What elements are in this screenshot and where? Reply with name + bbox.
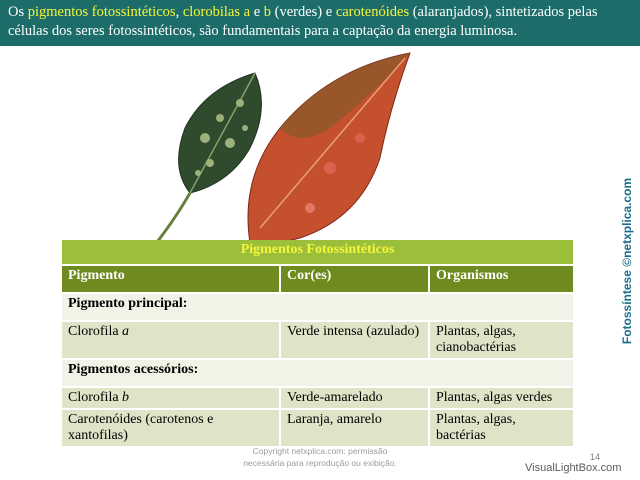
side-credit <box>619 177 635 345</box>
side-credit-text: Fotossíntese ©netxplica.com <box>620 177 634 345</box>
copyright-notice <box>225 445 415 469</box>
green-leaf <box>140 73 261 263</box>
table-row <box>62 321 573 359</box>
table-title: Pigmentos Fotossintéticos <box>62 240 573 265</box>
watermark: VisualLightBox.com <box>525 462 622 474</box>
header-highlight-pigmentos: pigmentos fotossintéticos <box>27 4 176 20</box>
pigment-variant: a <box>122 324 130 339</box>
pigment-variant: b <box>122 390 130 405</box>
section-label-accessory: Pigmentos acessórios: <box>62 359 573 387</box>
cell-color: Laranja, amarelo <box>280 409 429 447</box>
table-header-row <box>62 265 573 293</box>
header-highlight-clorofila-a: clorobilas a <box>182 4 251 20</box>
cell-pigment <box>62 387 280 409</box>
header-part: , <box>175 4 183 20</box>
section-row-main <box>62 293 573 321</box>
section-label-main: Pigmento principal: <box>62 293 573 321</box>
header-part: (verdes) e <box>271 4 336 20</box>
cell-pigment <box>62 321 280 359</box>
header-part: Os <box>8 4 28 20</box>
copyright-line-1: Copyright netxplica.com: permissão <box>252 446 388 456</box>
table-title-row <box>62 240 573 265</box>
cell-organisms: Plantas, algas, bactérias <box>429 409 573 447</box>
table-row <box>62 409 573 447</box>
pigments-table <box>62 240 573 448</box>
cell-pigment: Carotenóides (carotenos e xantofilas) <box>62 409 280 447</box>
header-highlight-b: b <box>263 4 271 20</box>
cell-organisms: Plantas, algas, cianobactérias <box>429 321 573 359</box>
pigment-name: Clorofila <box>68 324 123 339</box>
header-text <box>0 0 640 46</box>
header-highlight-carotenoides: carotenóides <box>335 4 410 20</box>
cell-color: Verde intensa (azulado) <box>280 321 429 359</box>
section-row-accessory <box>62 359 573 387</box>
header-part: e <box>250 4 264 20</box>
table-row <box>62 387 573 409</box>
col-header-pigmento: Pigmento <box>62 265 280 293</box>
col-header-cores: Cor(es) <box>280 265 429 293</box>
col-header-organismos: Organismos <box>429 265 573 293</box>
cell-color: Verde-amarelado <box>280 387 429 409</box>
cell-organisms: Plantas, algas verdes <box>429 387 573 409</box>
pigment-name: Clorofila <box>68 390 123 405</box>
copyright-line-2: necessária para reprodução ou exibição. <box>243 458 397 468</box>
page-number: 14 <box>590 452 601 462</box>
header-part: (alaranjados), sintetizados pelas células dos seres fotossintéticos, são fundamentais para a captação da energia luminosa. <box>8 4 598 39</box>
